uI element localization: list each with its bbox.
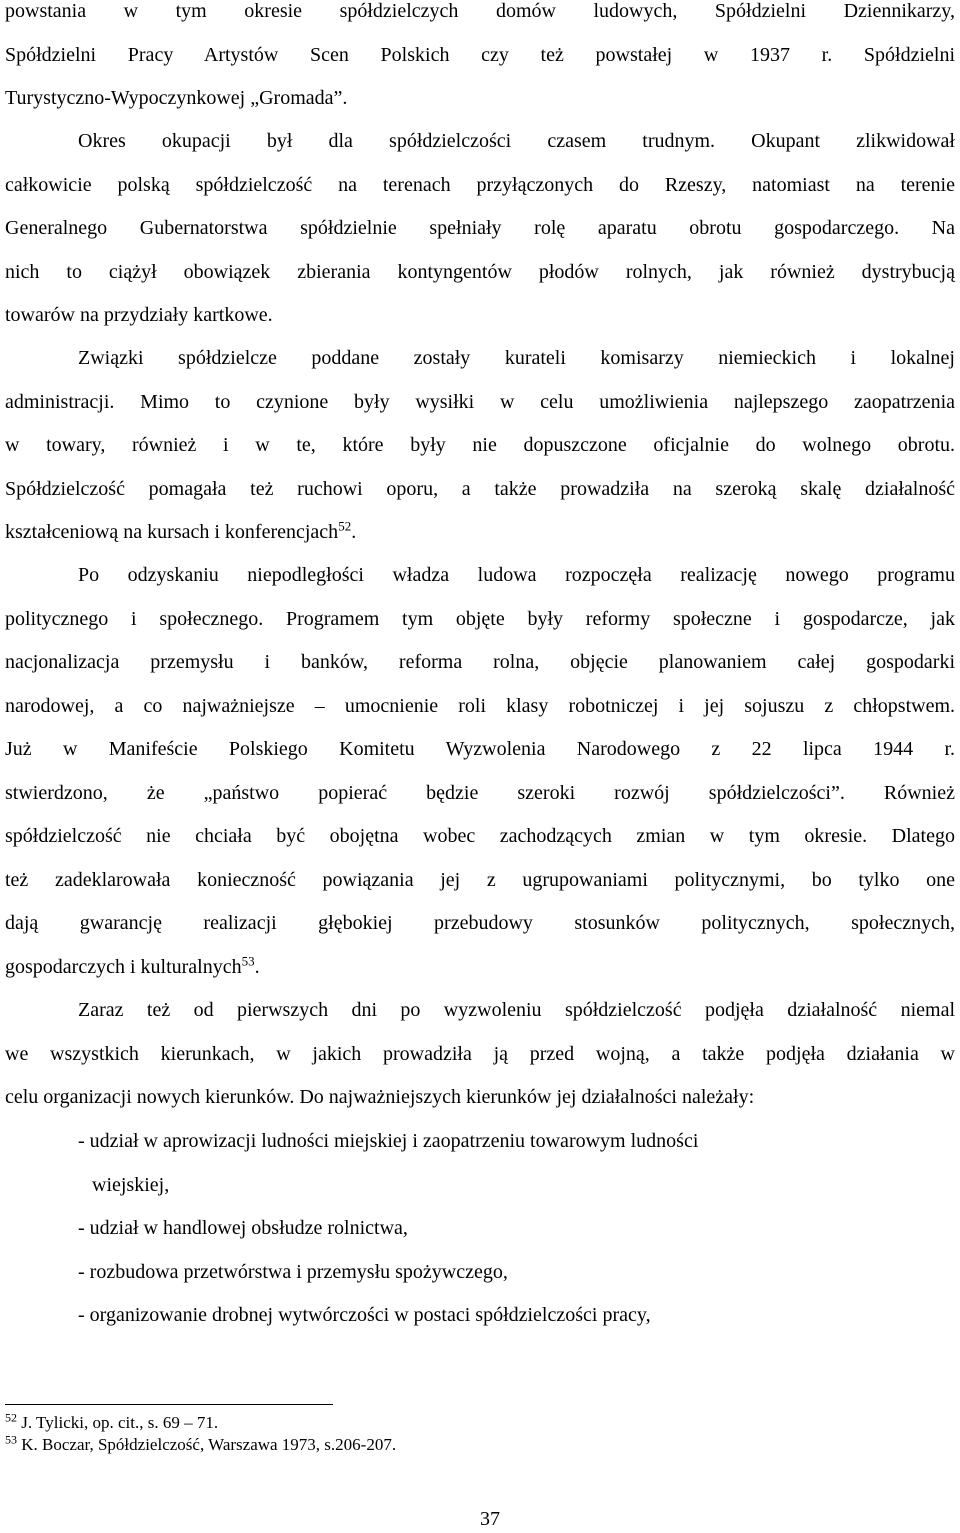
paragraph-independence [5, 554, 955, 989]
text-line: dają gwarancję realizacji głębokiej przebudowy stosunków politycznych, społecznych, [5, 912, 955, 934]
directions-list [78, 1120, 958, 1338]
footnote-ref[interactable]: 53 [241, 952, 255, 968]
text-line: Zaraz też od pierwszych dni po wyzwoleniu spółdzielczość podjęła działalność niemal [78, 999, 955, 1021]
footnote-text: K. Boczar, Spółdzielczość, Warszawa 1973, s.206-207. [17, 1435, 397, 1454]
footnote-ref[interactable]: 52 [338, 518, 352, 534]
text-fragment: . [351, 521, 357, 543]
footnote-number: 52 [5, 1410, 17, 1425]
text-line: spółdzielczość nie chciała być obojętna wobec zachodzących zmian w tym okresie. Dlatego [5, 825, 955, 847]
footnotes [5, 1412, 396, 1456]
footnote [5, 1434, 396, 1456]
text-line: powstania w tym okresie spółdzielczych domów ludowych, Spółdzielni Dziennikarzy, [5, 0, 955, 22]
text-line: we wszystkich kierunkach, w jakich prowadziła ją przed wojną, a także podjęła działania w [5, 1042, 955, 1065]
text-line: Już w Manifeście Polskiego Komitetu Wyzwolenia Narodowego z 22 lipca 1944 r. [5, 738, 955, 760]
list-item-continuation: wiejskiej, [92, 1173, 170, 1196]
footnote-number: 53 [5, 1432, 17, 1447]
paragraph-unions [5, 337, 955, 555]
text-line: nacjonalizacja przemysłu i banków, reforma rolna, objęcie planowaniem całej gospodarki [5, 651, 955, 673]
text-line: administracji. Mimo to czynione były wysiłki w celu umożliwienia najlepszego zaopatrzenia [5, 390, 955, 413]
paragraph-occupation [5, 120, 955, 338]
text-line: celu organizacji nowych kierunków. Do najważniejszych kierunków jej działalności należały: [5, 1086, 755, 1108]
footnote [5, 1412, 396, 1434]
text-line: całkowicie polską spółdzielczość na terenach przyłączonych do Rzeszy, natomiast na terenie [5, 173, 955, 196]
paragraph-liberation [5, 989, 955, 1120]
text-fragment: kształceniową na kursach i konferencjach [5, 521, 339, 543]
text-line [5, 946, 955, 990]
text-line: towarów na przydziały kartkowe. [5, 304, 273, 326]
text-line: Spółdzielni Pracy Artystów Scen Polskich czy też powstałej w 1937 r. Spółdzielni [5, 43, 955, 66]
text-line: politycznego i społecznego. Programem tym objęte były reformy społeczne i gospodarcze, jak [5, 607, 955, 630]
text-fragment: gospodarczych i kulturalnych [5, 955, 242, 978]
paragraph-cooperatives-history [5, 0, 955, 121]
text-line: w towary, również i w te, które były nie dopuszczone oficjalnie do wolnego obrotu. [5, 434, 955, 456]
page-number: 37 [480, 1508, 500, 1530]
text-line: Spółdzielczość pomagała też ruchowi oporu, a także prowadziła na szeroką skalę działalność [5, 477, 955, 500]
list-item: - organizowanie drobnej wytwórczości w postaci spółdzielczości pracy, [78, 1304, 651, 1326]
text-line: Generalnego Gubernatorstwa spółdzielnie spełniały rolę aparatu obrotu gospodarczego. Na [5, 217, 955, 239]
text-line: Związki spółdzielcze poddane zostały kurateli komisarzy niemieckich i lokalnej [78, 347, 955, 369]
text-line: Okres okupacji był dla spółdzielczości czasem trudnym. Okupant zlikwidował [78, 130, 955, 152]
text-fragment: . [254, 955, 260, 978]
text-line [5, 511, 955, 555]
footnote-separator [5, 1404, 333, 1405]
text-line: też zadeklarowała konieczność powiązania jej z ugrupowaniami politycznymi, bo tylko one [5, 868, 955, 891]
list-item: - udział w aprowizacji ludności miejskiej i zaopatrzeniu towarowym ludności [78, 1130, 699, 1152]
text-line: Turystyczno-Wypoczynkowej „Gromada”. [5, 87, 348, 109]
text-line: stwierdzono, że „państwo popierać będzie szeroki rozwój spółdzielczości”. Również [5, 781, 955, 804]
text-line: Po odzyskaniu niepodległości władza ludowa rozpoczęła realizację nowego programu [78, 564, 955, 586]
list-item: - udział w handlowej obsłudze rolnictwa, [78, 1217, 408, 1239]
list-item: - rozbudowa przetwórstwa i przemysłu spożywczego, [78, 1260, 508, 1283]
footnote-text: J. Tylicki, op. cit., s. 69 – 71. [17, 1413, 219, 1432]
text-line: narodowej, a co najważniejsze – umocnienie roli klasy robotniczej i jej sojuszu z chłopstwem. [5, 694, 955, 717]
text-line: nich to ciążył obowiązek zbierania kontyngentów płodów rolnych, jak również dystrybucją [5, 260, 955, 283]
